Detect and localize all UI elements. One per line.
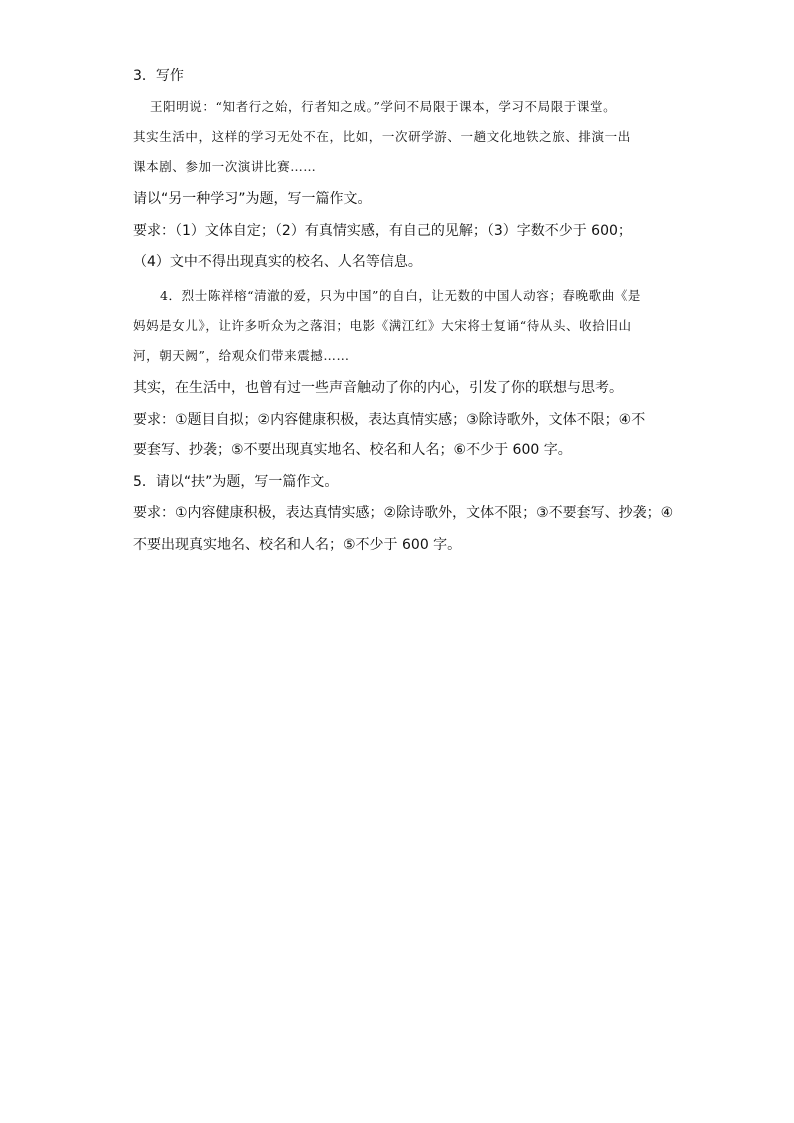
q4-prompt: 其实，在生活中，也曾有过一些声音触动了你的内心，引发了你的联想与思考。 (133, 380, 623, 396)
q3-material-line-1: 王阳明说：“知者行之始，行者知之成。”学问不局限于课本，学习不局限于课堂。 (150, 99, 617, 114)
q4-material-line-2: 妈妈是女儿》，让许多听众为之落泪；电影《满江红》大宋将士复诵“待从头、收拾旧山 (133, 318, 632, 333)
q4-material-line-3: 河，朝天阙”，给观众们带来震撼…… (133, 348, 350, 363)
q3-requirements-line-1: 要求：（1）文体自定；（2）有真情实感，有自己的见解；（3）字数不少于 600； (133, 223, 632, 239)
q3-material-line-2: 其实生活中，这样的学习无处不在，比如，一次研学游、一趟文化地铁之旅、排演一出 (133, 129, 631, 144)
q4-requirements-line-1: 要求：①题目自拟；②内容健康积极，表达真情实感；③除诗歌外，文体不限；④不 (133, 412, 646, 428)
q3-material-line-3: 课本剧、参加一次演讲比赛…… (133, 159, 317, 174)
q4-material-line-1: 4．烈士陈祥榕“清澈的爱，只为中国”的自白，让无数的中国人动容；春晚歌曲《是 (160, 288, 642, 303)
q3-requirements-line-2: （4）文中不得出现真实的校名、人名等信息。 (133, 254, 422, 270)
q5-requirements-line-1: 要求：①内容健康积极，表达真情实感；②除诗歌外，文体不限；③不要套写、抄袭；④ (133, 505, 674, 521)
q5-prompt: 5．请以“扶”为题，写一篇作文。 (133, 474, 339, 490)
q3-heading: 3．写作 (133, 68, 184, 84)
q5-requirements-line-2: 不要出现真实地名、校名和人名；⑤不少于 600 字。 (133, 537, 462, 553)
q3-prompt: 请以“另一种学习”为题，写一篇作文。 (133, 191, 372, 207)
q4-requirements-line-2: 要套写、抄袭；⑤不要出现真实地名、校名和人名；⑥不少于 600 字。 (133, 442, 572, 458)
